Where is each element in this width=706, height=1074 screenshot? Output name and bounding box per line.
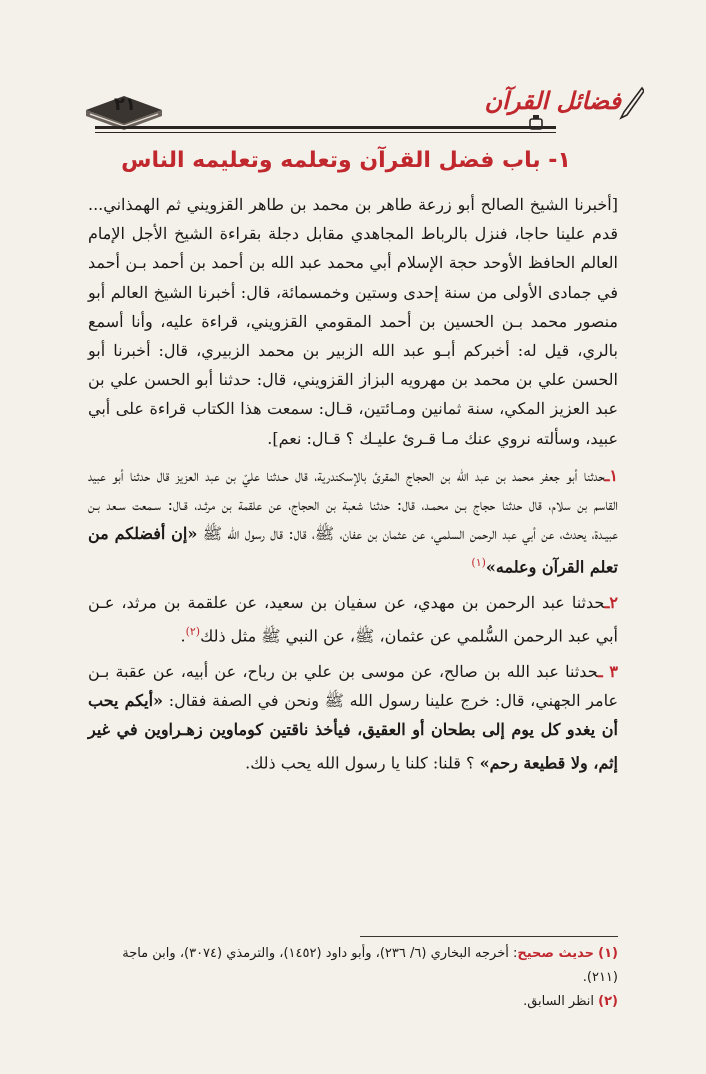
page-header: [0, 80, 706, 136]
pen-icon: [618, 86, 644, 120]
inkwell-icon: [528, 114, 544, 130]
hadith-dash: ـ: [604, 592, 610, 612]
hadith-text: حدثنا عبد الله بن صالح، عن موسى بن علي بن رباح، عن أبيه، عن عقبة بـن عامر الجهني، قال: خرج علينا رسول الله ﷺ ونحن في الصفة فقال:: [88, 661, 619, 710]
footnote-2: [88, 990, 618, 1014]
footnote-rule: [360, 936, 618, 937]
hadith-quote: «أيكم يحب أن يغدو كل يوم إلى بطحان أو العقيق، فيأخذ ناقتين كوماوين زهـراوين في غير إثم، ولا قطيعة رحم»: [88, 690, 618, 773]
footnote-ref: (٢): [185, 625, 201, 639]
footnote-number: (٢): [598, 994, 618, 1009]
footnotes: [88, 942, 618, 1014]
hadith-3: [88, 657, 618, 778]
hadith-number: ٢: [609, 592, 618, 612]
footnote-number: (١): [598, 946, 618, 961]
hadith-number: ٣: [609, 661, 619, 681]
hadith-number: ١: [609, 465, 618, 485]
footnote-label: حديث صحيح: [517, 946, 595, 961]
body-text: [88, 190, 618, 778]
isnad-paragraph: [أخبرنا الشيخ الصالح أبو زرعة طاهر بن محمد بن طاهر القزويني ثم الهمذاني... قدم علينا حاجا، فنزل بالرباط المجاهدي مقابل دجلة بقراءة الشيخ الأجل الإمام العالم الحافظ الأوحد حجة الإسلام أبي محمد عبد الله بن أحمد بن أحمد بـن أحمد في جمادى الأولى من سنة إحدى وستين وخمسمائة، قال: أخبرنا الشيخ العالم أبو منصور محمد بـن الحسين بن أحمد المقومي القزويني، قراءة عليه، وأنا أسمع بالري، قيل له: أخبركم أبـو عبد الله الزبير بن محمد الزبيري، قال: أخبرنا أبو الحسن علي بن محمد بن مهرويه البزاز القزويني، قال: حدثنا أبو الحسن علي بن عبد العزيز المكي، سنة ثمانين ومـائتين، قـال: سمعت هذا الكتاب قراءة على أبي عبيد، وسألته نروي عنك مـا قـرئ عليـك ؟ قـال: نعم].: [88, 195, 618, 448]
hadith-after: .: [180, 626, 186, 646]
page-number: ٢١: [114, 94, 136, 115]
header-rule: [95, 126, 556, 129]
hadith-quote: «إن أفضلكم من تعلم القرآن وعلمه»: [88, 524, 618, 577]
header-rule-thin: [95, 132, 556, 133]
hadith-dash: ـ: [598, 661, 610, 681]
footnote-text: : أخرجه البخاري (٦/ ٢٣٦)، وأبو داود (١٤٥٢)، والترمذي (٣٠٧٤)، وابن ماجة (٢١١).: [122, 946, 618, 985]
hadith-2: [88, 588, 618, 651]
footnote-1: [88, 942, 618, 990]
footnote-text: انظر السابق.: [523, 994, 595, 1009]
hadith-after: ؟ قلنا: كلنا يا رسول الله يحب ذلك.: [245, 753, 480, 773]
hadith-text: حدثنا عبد الرحمن بن مهدي، عن سفيان بن سعيد، عن علقمة بن مرثد، عـن أبي عبد الرحمن السُّلمي عن عثمان، ﷺ، عن النبي ﷺ مثل ذلك: [88, 592, 618, 646]
footnote-ref: (١): [471, 556, 486, 570]
hadith-text: حدثنا أبو جعفر محمد بن عبد الله بن الحجاج المقرئ بالإسكندرية، قال حـدثنا عليّ بن عبد العزيز قال حدثنا أبو عبيد القاسم بن سلام، قال حدثنا حجاج بـن محمـد، قال: حدثنا شعبة بن الحجاج، عن علقمة بن مرثـد، قـال: سـمعت سـعد بـن عبيـدة، يحدث، عن أبي عبد الرحمن السلمي، عن عثمان بن عفان، ﷺ، قال: قال رسول الله ﷺ: [88, 465, 619, 544]
hadith-dash: ـ: [604, 465, 610, 485]
hadith-1: [88, 461, 618, 582]
chapter-title: ١- باب فضل القرآن وتعلمه وتعليمه الناس: [121, 148, 571, 173]
running-title: فضائل القرآن: [484, 86, 621, 115]
